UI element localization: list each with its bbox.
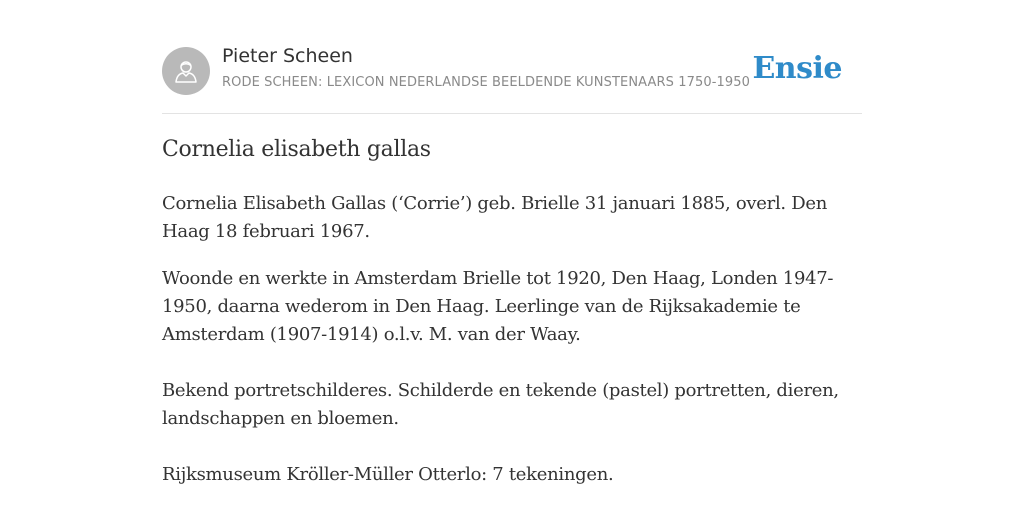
source-title[interactable]: RODE SCHEEN: LEXICON NEDERLANDSE BEELDENDE KUNSTENAARS 1750-1950 (222, 75, 750, 90)
paragraph-spacer (162, 433, 862, 461)
author-avatar[interactable] (162, 47, 210, 95)
entry-header (162, 0, 862, 114)
author-name[interactable]: Pieter Scheen (222, 45, 353, 67)
user-silhouette-icon (172, 57, 200, 85)
entry-body (162, 190, 862, 489)
entry-paragraph-birth: Cornelia Elisabeth Gallas (‘Corrie’) geb. Brielle 31 januari 1885, overl. Den Haag 18 februari 1967. (162, 193, 828, 242)
entry-paragraph-work: Bekend portretschilderes. Schilderde en tekende (pastel) portretten, dieren, landschappen en bloemen. (162, 380, 839, 429)
paragraph-spacer (162, 349, 862, 377)
ensie-logo[interactable]: Ensie (752, 51, 842, 86)
entry-title: Cornelia elisabeth gallas (162, 137, 431, 162)
entry-page (162, 0, 862, 485)
entry-paragraph-residence: Woonde en werkte in Amsterdam Brielle tot 1920, Den Haag, Londen 1947-1950, daarna wederom in Den Haag. Leerlinge van de Rijksakademie te Amsterdam (1907-1914) o.l.v. M. van der Waay. (162, 268, 834, 345)
entry-paragraph-collection: Rijksmuseum Kröller-Müller Otterlo: 7 tekeningen. (162, 464, 614, 485)
